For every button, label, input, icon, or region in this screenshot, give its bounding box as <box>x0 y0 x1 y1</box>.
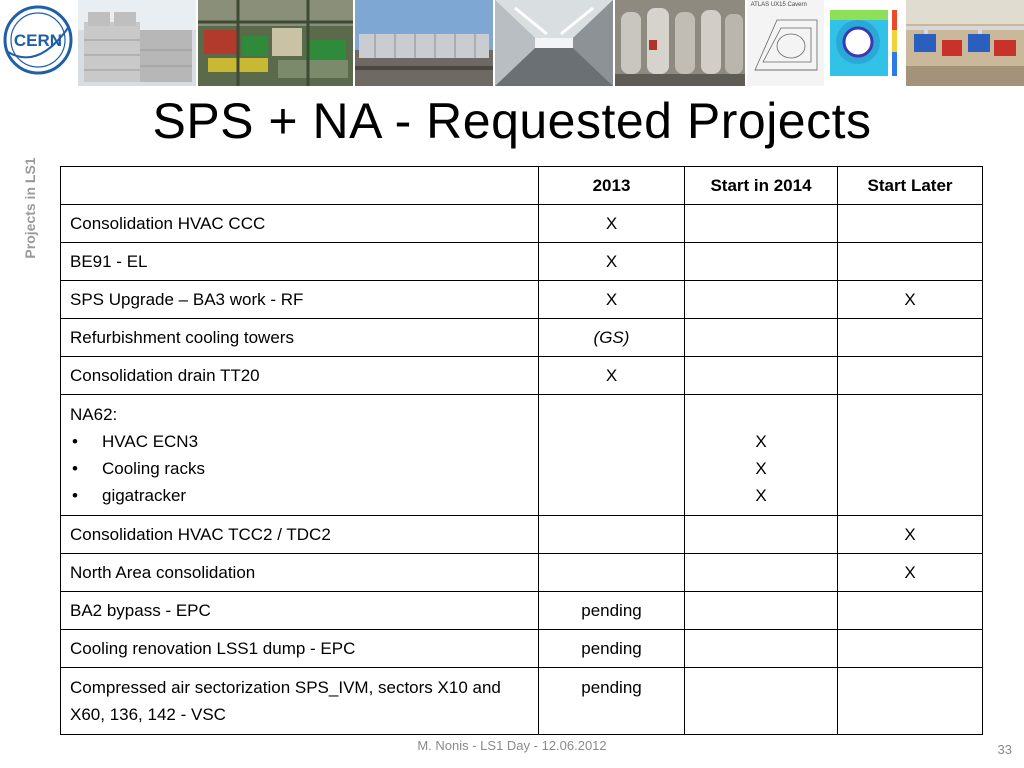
cell-later <box>838 668 983 735</box>
cell-2014 <box>685 281 838 319</box>
project-name: Compressed air sectorization SPS_IVM, sectors X10 and X60, 136, 142 - VSC <box>61 668 539 735</box>
list-item: • HVAC ECN3 <box>70 428 529 455</box>
footer-text: M. Nonis - LS1 Day - 12.06.2012 <box>417 738 607 753</box>
cell-2014 <box>685 205 838 243</box>
cell-2014-mark: X <box>755 486 767 505</box>
table-row-na62 <box>61 395 983 516</box>
photo-tunnel <box>495 0 613 86</box>
header-project <box>61 167 539 205</box>
table-header-row <box>61 167 983 205</box>
table-row <box>61 630 983 668</box>
cell-2014 <box>685 668 838 735</box>
header-2013: 2013 <box>539 167 685 205</box>
photo-rooftop-units <box>355 0 493 86</box>
cell-later <box>838 243 983 281</box>
table-row <box>61 243 983 281</box>
project-name-group <box>61 395 539 516</box>
table-row <box>61 319 983 357</box>
cell-2013 <box>539 395 685 516</box>
cell-2014 <box>685 592 838 630</box>
cell-later <box>838 395 983 516</box>
project-name: Consolidation HVAC TCC2 / TDC2 <box>61 516 539 554</box>
project-name: BE91 - EL <box>61 243 539 281</box>
photo-cooling-towers <box>78 0 196 86</box>
header-banner <box>0 0 1024 86</box>
cell-2013: pending <box>539 668 685 735</box>
cell-2013: X <box>539 357 685 395</box>
cell-later <box>838 357 983 395</box>
project-name: Cooling renovation LSS1 dump - EPC <box>61 630 539 668</box>
photo-filters <box>615 0 745 86</box>
project-name: Consolidation drain TT20 <box>61 357 539 395</box>
cell-later: X <box>838 281 983 319</box>
photo-pump-room <box>906 0 1024 86</box>
project-name: NA62: <box>70 405 118 424</box>
table-row <box>61 668 983 735</box>
cell-2013: (GS) <box>539 319 685 357</box>
subitem-list <box>70 428 529 509</box>
cell-2014 <box>685 630 838 668</box>
cell-later: X <box>838 516 983 554</box>
project-name: Refurbishment cooling towers <box>61 319 539 357</box>
cell-2013: pending <box>539 630 685 668</box>
table-row <box>61 357 983 395</box>
table-row <box>61 554 983 592</box>
header-start-later: Start Later <box>838 167 983 205</box>
photo-pumps <box>198 0 354 86</box>
cell-2013: X <box>539 243 685 281</box>
page-number: 33 <box>997 742 1012 757</box>
slide-title: SPS + NA - Requested Projects <box>152 93 872 149</box>
project-name: North Area consolidation <box>61 554 539 592</box>
photo-atlas-cavern <box>747 0 825 86</box>
projects-table <box>60 166 983 735</box>
photo-caption: ATLAS UX15 Cavern <box>750 2 807 8</box>
photo-thermal-simulation <box>826 0 904 86</box>
cell-2013 <box>539 554 685 592</box>
cell-2013: X <box>539 281 685 319</box>
cell-2013 <box>539 516 685 554</box>
header-start-2014: Start in 2014 <box>685 167 838 205</box>
side-label: Projects in LS1 <box>22 157 38 259</box>
table-row <box>61 516 983 554</box>
project-name: SPS Upgrade – BA3 work - RF <box>61 281 539 319</box>
cell-2013: pending <box>539 592 685 630</box>
cell-2014 <box>685 554 838 592</box>
table-row <box>61 592 983 630</box>
cell-2014-group <box>685 395 838 516</box>
cell-later <box>838 319 983 357</box>
cell-2014 <box>685 516 838 554</box>
cell-2014-mark: X <box>755 432 767 451</box>
logo-text: CERN <box>13 31 63 50</box>
cell-later <box>838 205 983 243</box>
cell-later: X <box>838 554 983 592</box>
cell-2014-mark: X <box>755 459 767 478</box>
table-row <box>61 281 983 319</box>
cern-logo <box>0 0 76 86</box>
cell-2014 <box>685 357 838 395</box>
cell-later <box>838 592 983 630</box>
cell-2014 <box>685 243 838 281</box>
list-item: • gigatracker <box>70 482 529 509</box>
table-row <box>61 205 983 243</box>
list-item: • Cooling racks <box>70 455 529 482</box>
project-name: BA2 bypass - EPC <box>61 592 539 630</box>
cell-later <box>838 630 983 668</box>
cell-2014 <box>685 319 838 357</box>
cell-2013: X <box>539 205 685 243</box>
project-name: Consolidation HVAC CCC <box>61 205 539 243</box>
